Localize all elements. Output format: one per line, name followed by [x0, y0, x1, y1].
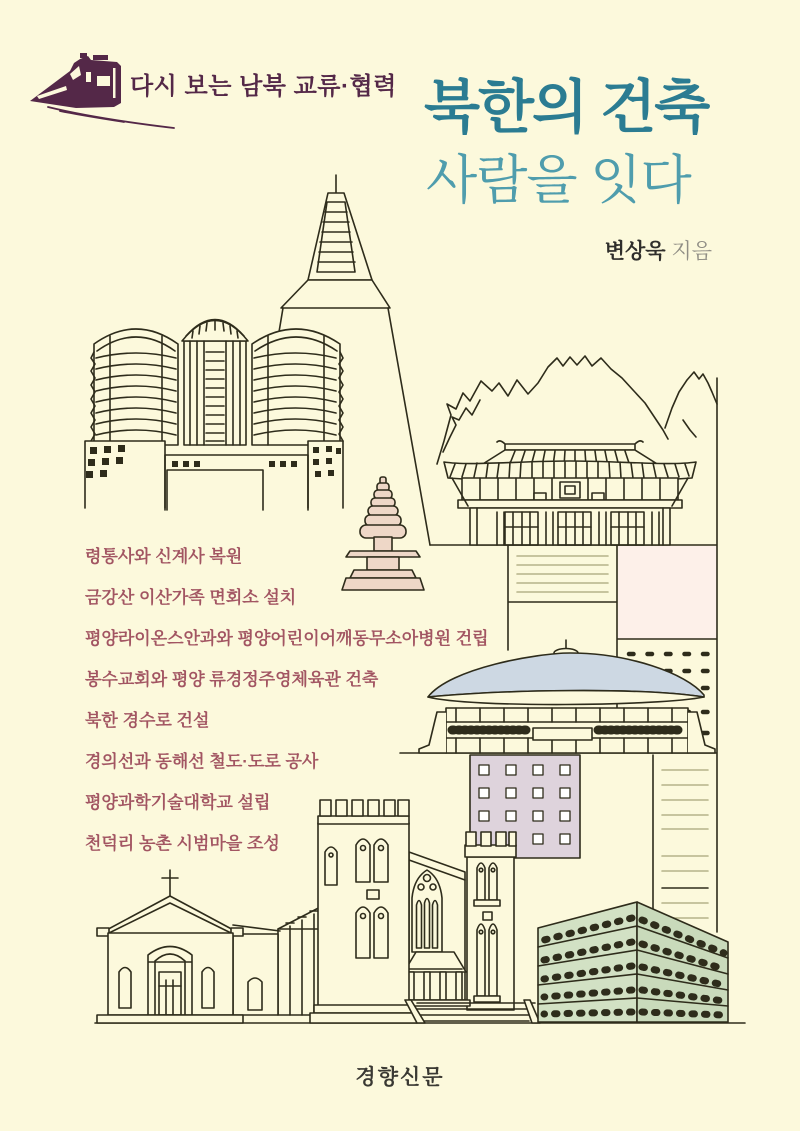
series-label: 다시 보는 남북 교류·협력 — [130, 73, 397, 100]
green-office-building — [538, 902, 728, 1022]
project-list-item: 천덕리 농촌 시범마을 조성 — [85, 834, 280, 853]
author-line — [605, 235, 712, 265]
cylindrical-hotel-towers — [85, 320, 343, 511]
project-list-item: 금강산 이산가족 면회소 설치 — [85, 588, 297, 607]
publisher-logo: 경향신문 — [355, 1065, 445, 1089]
project-list — [85, 536, 489, 864]
pink-panel — [618, 546, 717, 639]
project-list-item: 봉수교회와 평양 류경정주영체육관 건축 — [85, 670, 379, 689]
project-list-item: 북한 경수로 건설 — [85, 711, 210, 730]
author-name: 변상욱 — [604, 240, 666, 263]
traditional-korean-hall — [444, 441, 696, 545]
project-list-item: 평양라이온스안과와 평양어린이어깨동무소아병원 건립 — [85, 629, 489, 648]
project-list-item: 평양과학기술대학교 설립 — [85, 793, 271, 812]
title-line1: 북한의 건축 — [424, 75, 709, 140]
author-role: 지음 — [671, 240, 712, 263]
title-line2: 사람을 잇다 — [426, 151, 691, 210]
project-list-item: 령통사와 신계사 복원 — [85, 547, 243, 566]
project-list-item: 경의선과 동해선 철도·도로 공사 — [85, 752, 319, 771]
mountains — [437, 356, 717, 464]
